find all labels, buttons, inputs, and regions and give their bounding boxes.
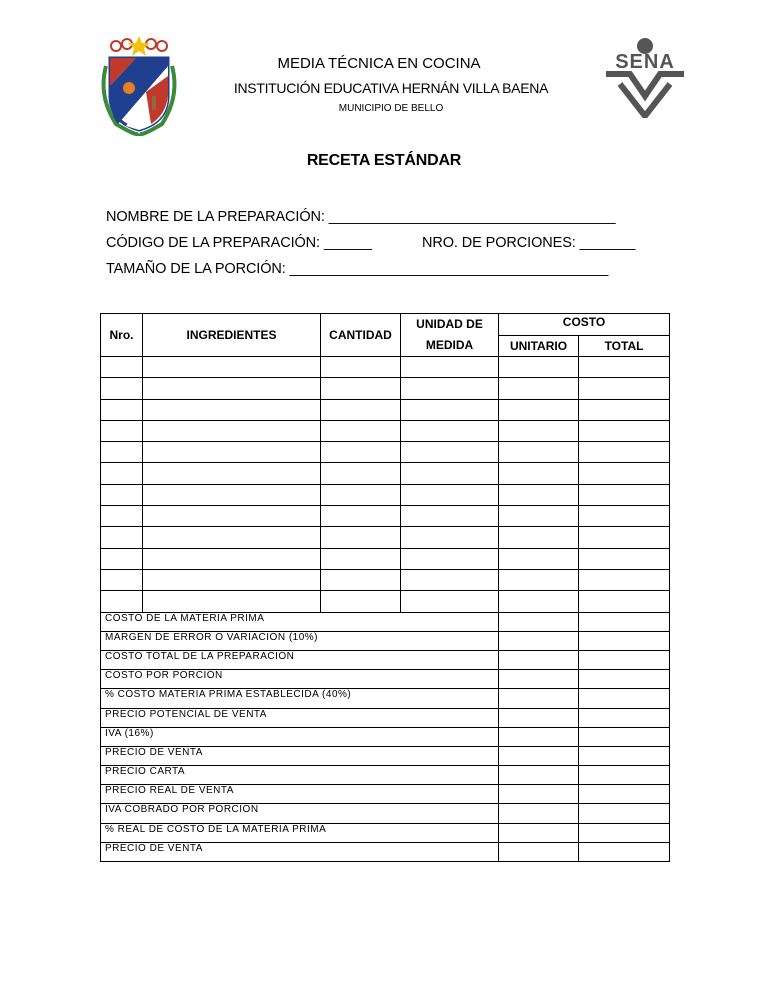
field-nro-porciones[interactable]: NRO. DE PORCIONES: _______	[422, 235, 636, 251]
header-total: TOTAL	[579, 336, 670, 357]
cell-ingrediente[interactable]	[143, 506, 321, 527]
page-title: RECETA ESTÁNDAR	[306, 152, 462, 169]
cell-cantidad[interactable]	[321, 527, 401, 548]
cell-ingrediente[interactable]	[143, 548, 321, 569]
cell-summary-unitario[interactable]	[499, 823, 579, 842]
cell-cantidad[interactable]	[321, 442, 401, 463]
cell-ingrediente[interactable]	[143, 527, 321, 548]
cell-summary-unitario[interactable]	[499, 785, 579, 804]
summary-label: IVA COBRADO POR PORCIÓN	[101, 804, 499, 823]
summary-row	[101, 708, 670, 727]
cell-ingrediente[interactable]	[143, 591, 321, 612]
cell-summary-total[interactable]	[579, 804, 670, 823]
summary-label: COSTO TOTAL DE LA PREPARACIÓN	[101, 650, 499, 669]
cell-ingrediente[interactable]	[143, 378, 321, 399]
ingredient-row	[101, 442, 670, 463]
cell-costo-unitario[interactable]	[499, 442, 579, 463]
summary-row	[101, 650, 670, 669]
ingredient-row	[101, 527, 670, 548]
cell-cantidad[interactable]	[321, 569, 401, 590]
recipe-table	[100, 313, 670, 862]
summary-row	[101, 766, 670, 785]
cell-costo-total[interactable]	[579, 442, 670, 463]
cell-summary-total[interactable]	[579, 670, 670, 689]
cell-summary-unitario[interactable]	[499, 670, 579, 689]
cell-cantidad[interactable]	[321, 463, 401, 484]
field-tamano-porcion[interactable]: TAMAÑO DE LA PORCIÓN: ________________________________________	[106, 261, 609, 277]
cell-costo-unitario[interactable]	[499, 399, 579, 420]
cell-cantidad[interactable]	[321, 399, 401, 420]
summary-label: % REAL DE COSTO DE LA MATERIA PRIMA	[101, 823, 499, 842]
cell-summary-unitario[interactable]	[499, 708, 579, 727]
cell-nro[interactable]	[101, 399, 143, 420]
cell-ingrediente[interactable]	[143, 463, 321, 484]
cell-cantidad[interactable]	[321, 484, 401, 505]
cell-summary-unitario[interactable]	[499, 689, 579, 708]
header-costo: COSTO	[499, 314, 670, 336]
cell-nro[interactable]	[101, 591, 143, 612]
ingredient-row	[101, 399, 670, 420]
cell-unidad[interactable]	[401, 591, 499, 612]
cell-costo-unitario[interactable]	[499, 591, 579, 612]
summary-row	[101, 823, 670, 842]
summary-label: COSTO POR PORCIÓN	[101, 670, 499, 689]
cell-summary-total[interactable]	[579, 689, 670, 708]
cell-costo-total[interactable]	[579, 378, 670, 399]
cell-summary-unitario[interactable]	[499, 612, 579, 631]
cell-unidad[interactable]	[401, 357, 499, 378]
summary-row	[101, 804, 670, 823]
cell-costo-unitario[interactable]	[499, 527, 579, 548]
cell-nro[interactable]	[101, 548, 143, 569]
summary-row	[101, 631, 670, 650]
summary-row	[101, 612, 670, 631]
cell-costo-total[interactable]	[579, 569, 670, 590]
cell-costo-total[interactable]	[579, 591, 670, 612]
cell-costo-total[interactable]	[579, 399, 670, 420]
field-nombre-preparacion[interactable]: NOMBRE DE LA PREPARACIÓN: ____________________________________	[106, 209, 616, 225]
cell-summary-unitario[interactable]	[499, 631, 579, 650]
ingredient-row	[101, 569, 670, 590]
summary-label: PRECIO DE VENTA	[101, 842, 499, 861]
summary-label: PRECIO CARTA	[101, 766, 499, 785]
sena-logo-text: SENA	[615, 51, 675, 73]
cell-unidad[interactable]	[401, 442, 499, 463]
summary-label: MARGEN DE ERROR O VARIACIÓN (10%)	[101, 631, 499, 650]
cell-costo-total[interactable]	[579, 527, 670, 548]
cell-nro[interactable]	[101, 357, 143, 378]
summary-row	[101, 670, 670, 689]
ingredient-row	[101, 378, 670, 399]
cell-costo-unitario[interactable]	[499, 484, 579, 505]
cell-costo-unitario[interactable]	[499, 420, 579, 441]
summary-label: PRECIO DE VENTA	[101, 746, 499, 765]
cell-summary-unitario[interactable]	[499, 727, 579, 746]
summary-row	[101, 842, 670, 861]
cell-summary-total[interactable]	[579, 708, 670, 727]
cell-cantidad[interactable]	[321, 591, 401, 612]
cell-cantidad[interactable]	[321, 378, 401, 399]
cell-unidad[interactable]	[401, 527, 499, 548]
cell-nro[interactable]	[101, 506, 143, 527]
cell-summary-unitario[interactable]	[499, 842, 579, 861]
summary-label: COSTO DE LA MATERIA PRIMA	[101, 612, 499, 631]
cell-unidad[interactable]	[401, 463, 499, 484]
header-unidad-medida	[401, 314, 499, 357]
header-cantidad: CANTIDAD	[321, 314, 401, 357]
cell-unidad[interactable]	[401, 484, 499, 505]
cell-cantidad[interactable]	[321, 506, 401, 527]
summary-label: PRECIO POTENCIAL DE VENTA	[101, 708, 499, 727]
header-unitario: UNITARIO	[499, 336, 579, 357]
institution-name: INSTITUCIÓN EDUCATIVA HERNÁN VILLA BAENA	[233, 80, 549, 96]
cell-summary-total[interactable]	[579, 727, 670, 746]
cell-ingrediente[interactable]	[143, 484, 321, 505]
cell-cantidad[interactable]	[321, 420, 401, 441]
cell-summary-total[interactable]	[579, 650, 670, 669]
cell-costo-total[interactable]	[579, 506, 670, 527]
cell-unidad[interactable]	[401, 378, 499, 399]
header-unidad-line1: UNIDAD DE	[416, 317, 483, 331]
cell-unidad[interactable]	[401, 569, 499, 590]
cell-summary-unitario[interactable]	[499, 804, 579, 823]
cell-nro[interactable]	[101, 378, 143, 399]
cell-unidad[interactable]	[401, 548, 499, 569]
header-ingredientes: INGREDIENTES	[143, 314, 321, 357]
summary-label: % COSTO MATERIA PRIMA ESTABLECIDA (40%)	[101, 689, 499, 708]
cell-costo-total[interactable]	[579, 357, 670, 378]
summary-row	[101, 727, 670, 746]
cell-costo-unitario[interactable]	[499, 463, 579, 484]
cell-ingrediente[interactable]	[143, 569, 321, 590]
summary-label: PRECIO REAL DE VENTA	[101, 785, 499, 804]
cell-costo-total[interactable]	[579, 420, 670, 441]
cell-summary-total[interactable]	[579, 823, 670, 842]
cell-unidad[interactable]	[401, 399, 499, 420]
cell-nro[interactable]	[101, 527, 143, 548]
cell-costo-total[interactable]	[579, 484, 670, 505]
program-title: MEDIA TÉCNICA EN COCINA	[277, 55, 481, 72]
summary-label: IVA (16%)	[101, 727, 499, 746]
sena-logo	[600, 36, 690, 118]
cell-summary-unitario[interactable]	[499, 766, 579, 785]
cell-ingrediente[interactable]	[143, 442, 321, 463]
cell-costo-unitario[interactable]	[499, 378, 579, 399]
summary-row	[101, 746, 670, 765]
cell-unidad[interactable]	[401, 506, 499, 527]
cell-summary-unitario[interactable]	[499, 650, 579, 669]
ingredient-row	[101, 357, 670, 378]
summary-row	[101, 785, 670, 804]
cell-cantidad[interactable]	[321, 357, 401, 378]
cell-summary-unitario[interactable]	[499, 746, 579, 765]
cell-costo-unitario[interactable]	[499, 548, 579, 569]
cell-summary-total[interactable]	[579, 612, 670, 631]
cell-summary-total[interactable]	[579, 631, 670, 650]
summary-row	[101, 689, 670, 708]
cell-summary-total[interactable]	[579, 766, 670, 785]
ingredient-row	[101, 463, 670, 484]
ingredient-row	[101, 548, 670, 569]
cell-cantidad[interactable]	[321, 548, 401, 569]
cell-costo-total[interactable]	[579, 548, 670, 569]
cell-summary-total[interactable]	[579, 842, 670, 861]
field-codigo-preparacion[interactable]: CÓDIGO DE LA PREPARACIÓN: ______	[106, 235, 372, 251]
ingredient-row	[101, 420, 670, 441]
cell-costo-unitario[interactable]	[499, 569, 579, 590]
cell-ingrediente[interactable]	[143, 420, 321, 441]
ingredient-row	[101, 484, 670, 505]
cell-unidad[interactable]	[401, 420, 499, 441]
header-unidad-line2: MEDIDA	[425, 338, 474, 352]
cell-nro[interactable]	[101, 420, 143, 441]
header-nro: Nro.	[101, 314, 143, 357]
cell-summary-total[interactable]	[579, 785, 670, 804]
cell-nro[interactable]	[101, 442, 143, 463]
ingredient-row	[101, 591, 670, 612]
cell-costo-unitario[interactable]	[499, 506, 579, 527]
cell-nro[interactable]	[101, 463, 143, 484]
cell-nro[interactable]	[101, 569, 143, 590]
municipality: MUNICIPIO DE BELLO	[338, 103, 444, 114]
cell-costo-unitario[interactable]	[499, 357, 579, 378]
cell-summary-total[interactable]	[579, 746, 670, 765]
cell-ingrediente[interactable]	[143, 357, 321, 378]
cell-ingrediente[interactable]	[143, 399, 321, 420]
cell-costo-total[interactable]	[579, 463, 670, 484]
cell-nro[interactable]	[101, 484, 143, 505]
ingredient-row	[101, 506, 670, 527]
